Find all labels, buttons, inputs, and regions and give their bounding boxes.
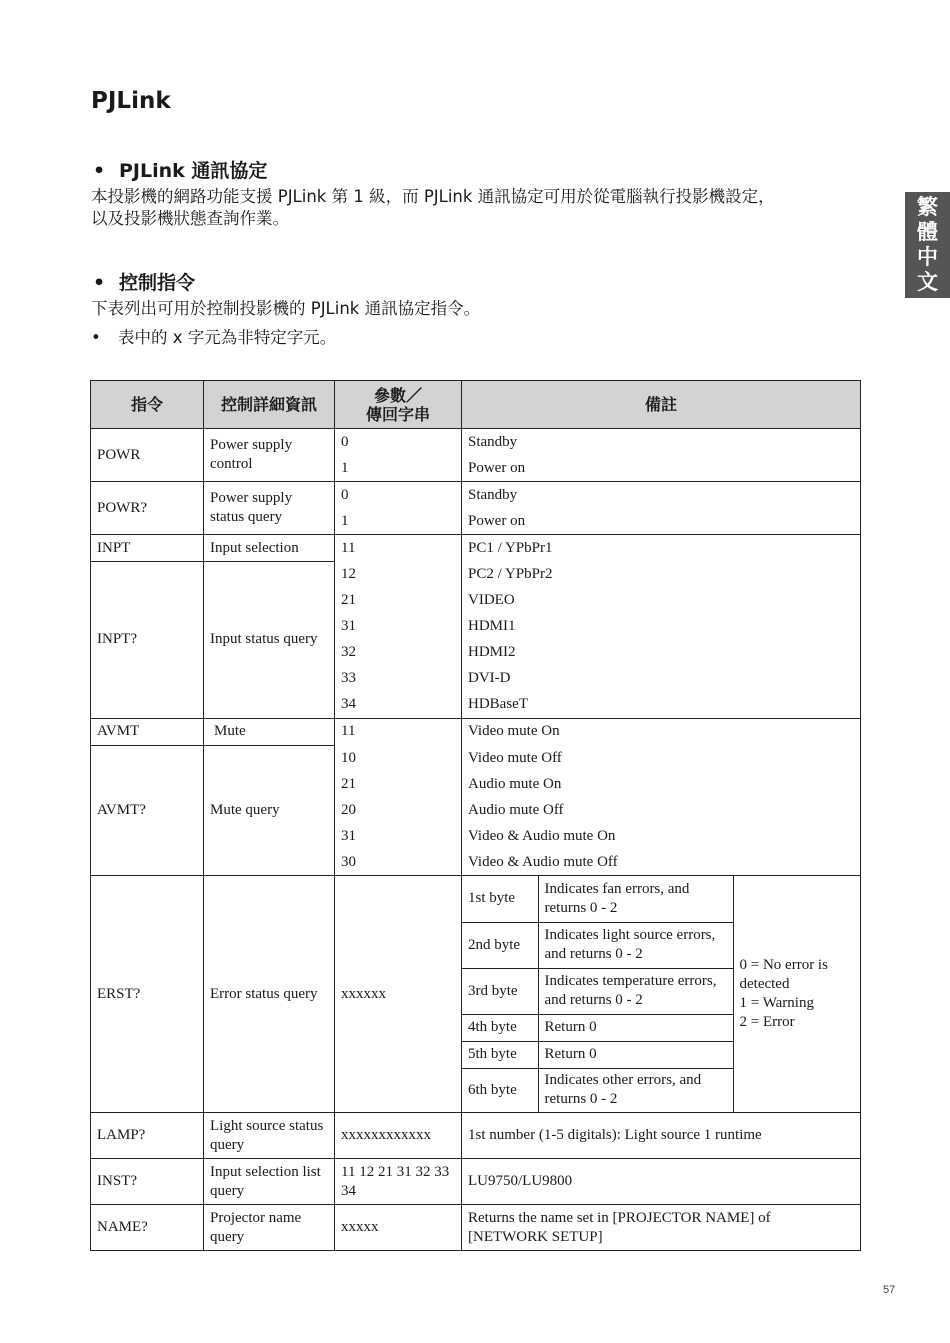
error-byte-cell (462, 876, 861, 1113)
note-cell: DVI-D (462, 666, 861, 692)
header-parameter (335, 381, 462, 429)
note-cell: HDMI1 (462, 614, 861, 640)
detail-cell: Projector name query (204, 1205, 335, 1251)
bullet: • (93, 160, 106, 182)
side-tab-char: 繁 (917, 195, 938, 219)
table-row (91, 1205, 861, 1251)
command-cell: LAMP? (91, 1113, 204, 1159)
detail-cell: Error status query (204, 876, 335, 1113)
table-row (91, 876, 861, 1113)
param-cell: 32 (335, 640, 462, 666)
note-cell: VIDEO (462, 588, 861, 614)
byte-note: Indicates temperature errors, and returns 0 - 2 (538, 968, 733, 1014)
command-table (90, 380, 861, 1251)
note-cell: 1st number (1-5 digitals): Light source 1 runtime (462, 1113, 861, 1159)
table-row (91, 745, 861, 771)
error-legend (733, 876, 860, 1112)
paragraph-line: 本投影機的網路功能支援 PJLink 第 1 級，而 PJLink 通訊協定可用於從電腦執行投影機設定， (91, 187, 775, 206)
command-cell: POWR? (91, 482, 204, 535)
command-cell: AVMT? (91, 745, 204, 876)
command-cell: INPT (91, 535, 204, 562)
byte-label: 5th byte (462, 1041, 538, 1068)
byte-note: Return 0 (538, 1014, 733, 1041)
section-heading-text: 控制指令 (119, 272, 196, 294)
side-tab-char: 中 (917, 245, 938, 269)
command-cell: INPT? (91, 562, 204, 719)
legend-line: 0 = No error is detected (739, 957, 828, 992)
section2-paragraph: 下表列出可用於控制投影機的 PJLink 通訊協定指令。 (91, 299, 481, 318)
legend-line: 2 = Error (739, 1014, 795, 1030)
note-cell: Power on (462, 508, 861, 535)
detail-cell: Light source status query (204, 1113, 335, 1159)
byte-label: 2nd byte (462, 922, 538, 968)
table-row (91, 562, 861, 588)
note-cell: PC1 / YPbPr1 (462, 535, 861, 562)
param-cell: 30 (335, 849, 462, 876)
note-cell: LU9750/LU9800 (462, 1159, 861, 1205)
section-heading-text: PJLink 通訊協定 (119, 160, 268, 182)
command-cell: AVMT (91, 718, 204, 745)
command-cell: NAME? (91, 1205, 204, 1251)
paragraph-line: 以及投影機狀態查詢作業。 (91, 209, 289, 228)
header-detail: 控制詳細資訊 (204, 381, 335, 429)
note-cell: Standby (462, 482, 861, 509)
param-cell: 10 (335, 745, 462, 771)
param-cell: 1 (335, 455, 462, 482)
param-cell: xxxxx (335, 1205, 462, 1251)
command-cell: ERST? (91, 876, 204, 1113)
note-line (91, 324, 336, 348)
language-side-tab (905, 192, 950, 298)
note-text: 表中的 x 字元為非特定字元。 (118, 328, 337, 347)
legend-line: 1 = Warning (739, 995, 814, 1011)
param-cell: 11 (335, 535, 462, 562)
bullet: • (91, 328, 101, 347)
section1-paragraph (91, 186, 775, 230)
byte-note: Indicates light source errors, and returns 0 - 2 (538, 922, 733, 968)
byte-label: 1st byte (462, 876, 538, 922)
detail-cell: Mute (204, 718, 335, 745)
note-cell: Power on (462, 455, 861, 482)
note-cell: HDMI2 (462, 640, 861, 666)
param-cell: 11 (335, 718, 462, 745)
param-cell: 31 (335, 823, 462, 849)
header-remarks: 備註 (462, 381, 861, 429)
param-cell: 21 (335, 771, 462, 797)
byte-note: Indicates fan errors, and returns 0 - 2 (538, 876, 733, 922)
section-heading-commands (93, 268, 195, 295)
byte-note: Indicates other errors, and returns 0 - 2 (538, 1068, 733, 1112)
page-number: 57 (883, 1284, 896, 1296)
command-cell: INST? (91, 1159, 204, 1205)
param-cell: xxxxxx (335, 876, 462, 1113)
byte-label: 3rd byte (462, 968, 538, 1014)
note-cell: Returns the name set in [PROJECTOR NAME] of [NETWORK SETUP] (462, 1205, 861, 1251)
detail-cell: Input selection (204, 535, 335, 562)
error-byte-table (462, 876, 860, 1112)
byte-label: 6th byte (462, 1068, 538, 1112)
command-cell: POWR (91, 429, 204, 482)
table-row (91, 482, 861, 509)
note-cell: HDBaseT (462, 692, 861, 719)
param-cell: 1 (335, 508, 462, 535)
param-cell: 11 12 21 31 32 33 34 (335, 1159, 462, 1205)
byte-label: 4th byte (462, 1014, 538, 1041)
table-row (91, 429, 861, 456)
param-cell: 21 (335, 588, 462, 614)
page-title: PJLink (91, 88, 171, 114)
param-cell: 12 (335, 562, 462, 588)
side-tab-char: 體 (917, 220, 938, 244)
header-parameter-line2: 傳回字串 (365, 404, 430, 424)
param-cell: 31 (335, 614, 462, 640)
note-cell: Standby (462, 429, 861, 456)
note-cell: Video & Audio mute On (462, 823, 861, 849)
byte-note: Return 0 (538, 1041, 733, 1068)
param-cell: 0 (335, 429, 462, 456)
section-heading-protocol (93, 156, 267, 183)
note-cell: Audio mute Off (462, 797, 861, 823)
param-cell: 0 (335, 482, 462, 509)
param-cell: 33 (335, 666, 462, 692)
detail-cell: Input selection list query (204, 1159, 335, 1205)
note-cell: Video & Audio mute Off (462, 849, 861, 876)
bullet: • (93, 272, 106, 294)
side-tab-char: 文 (917, 270, 938, 294)
param-cell: 20 (335, 797, 462, 823)
note-cell: Video mute Off (462, 745, 861, 771)
header-parameter-line1: 參數／ (373, 385, 422, 405)
note-cell: Audio mute On (462, 771, 861, 797)
table-row (91, 1159, 861, 1205)
table-row (91, 718, 861, 745)
detail-cell: Input status query (204, 562, 335, 719)
header-command: 指令 (91, 381, 204, 429)
param-cell: 34 (335, 692, 462, 719)
detail-cell: Mute query (204, 745, 335, 876)
table-row (91, 535, 861, 562)
detail-cell: Power supply control (204, 429, 335, 482)
table-row (91, 1113, 861, 1159)
param-cell: xxxxxxxxxxxx (335, 1113, 462, 1159)
note-cell: Video mute On (462, 718, 861, 745)
detail-cell: Power supply status query (204, 482, 335, 535)
note-cell: PC2 / YPbPr2 (462, 562, 861, 588)
